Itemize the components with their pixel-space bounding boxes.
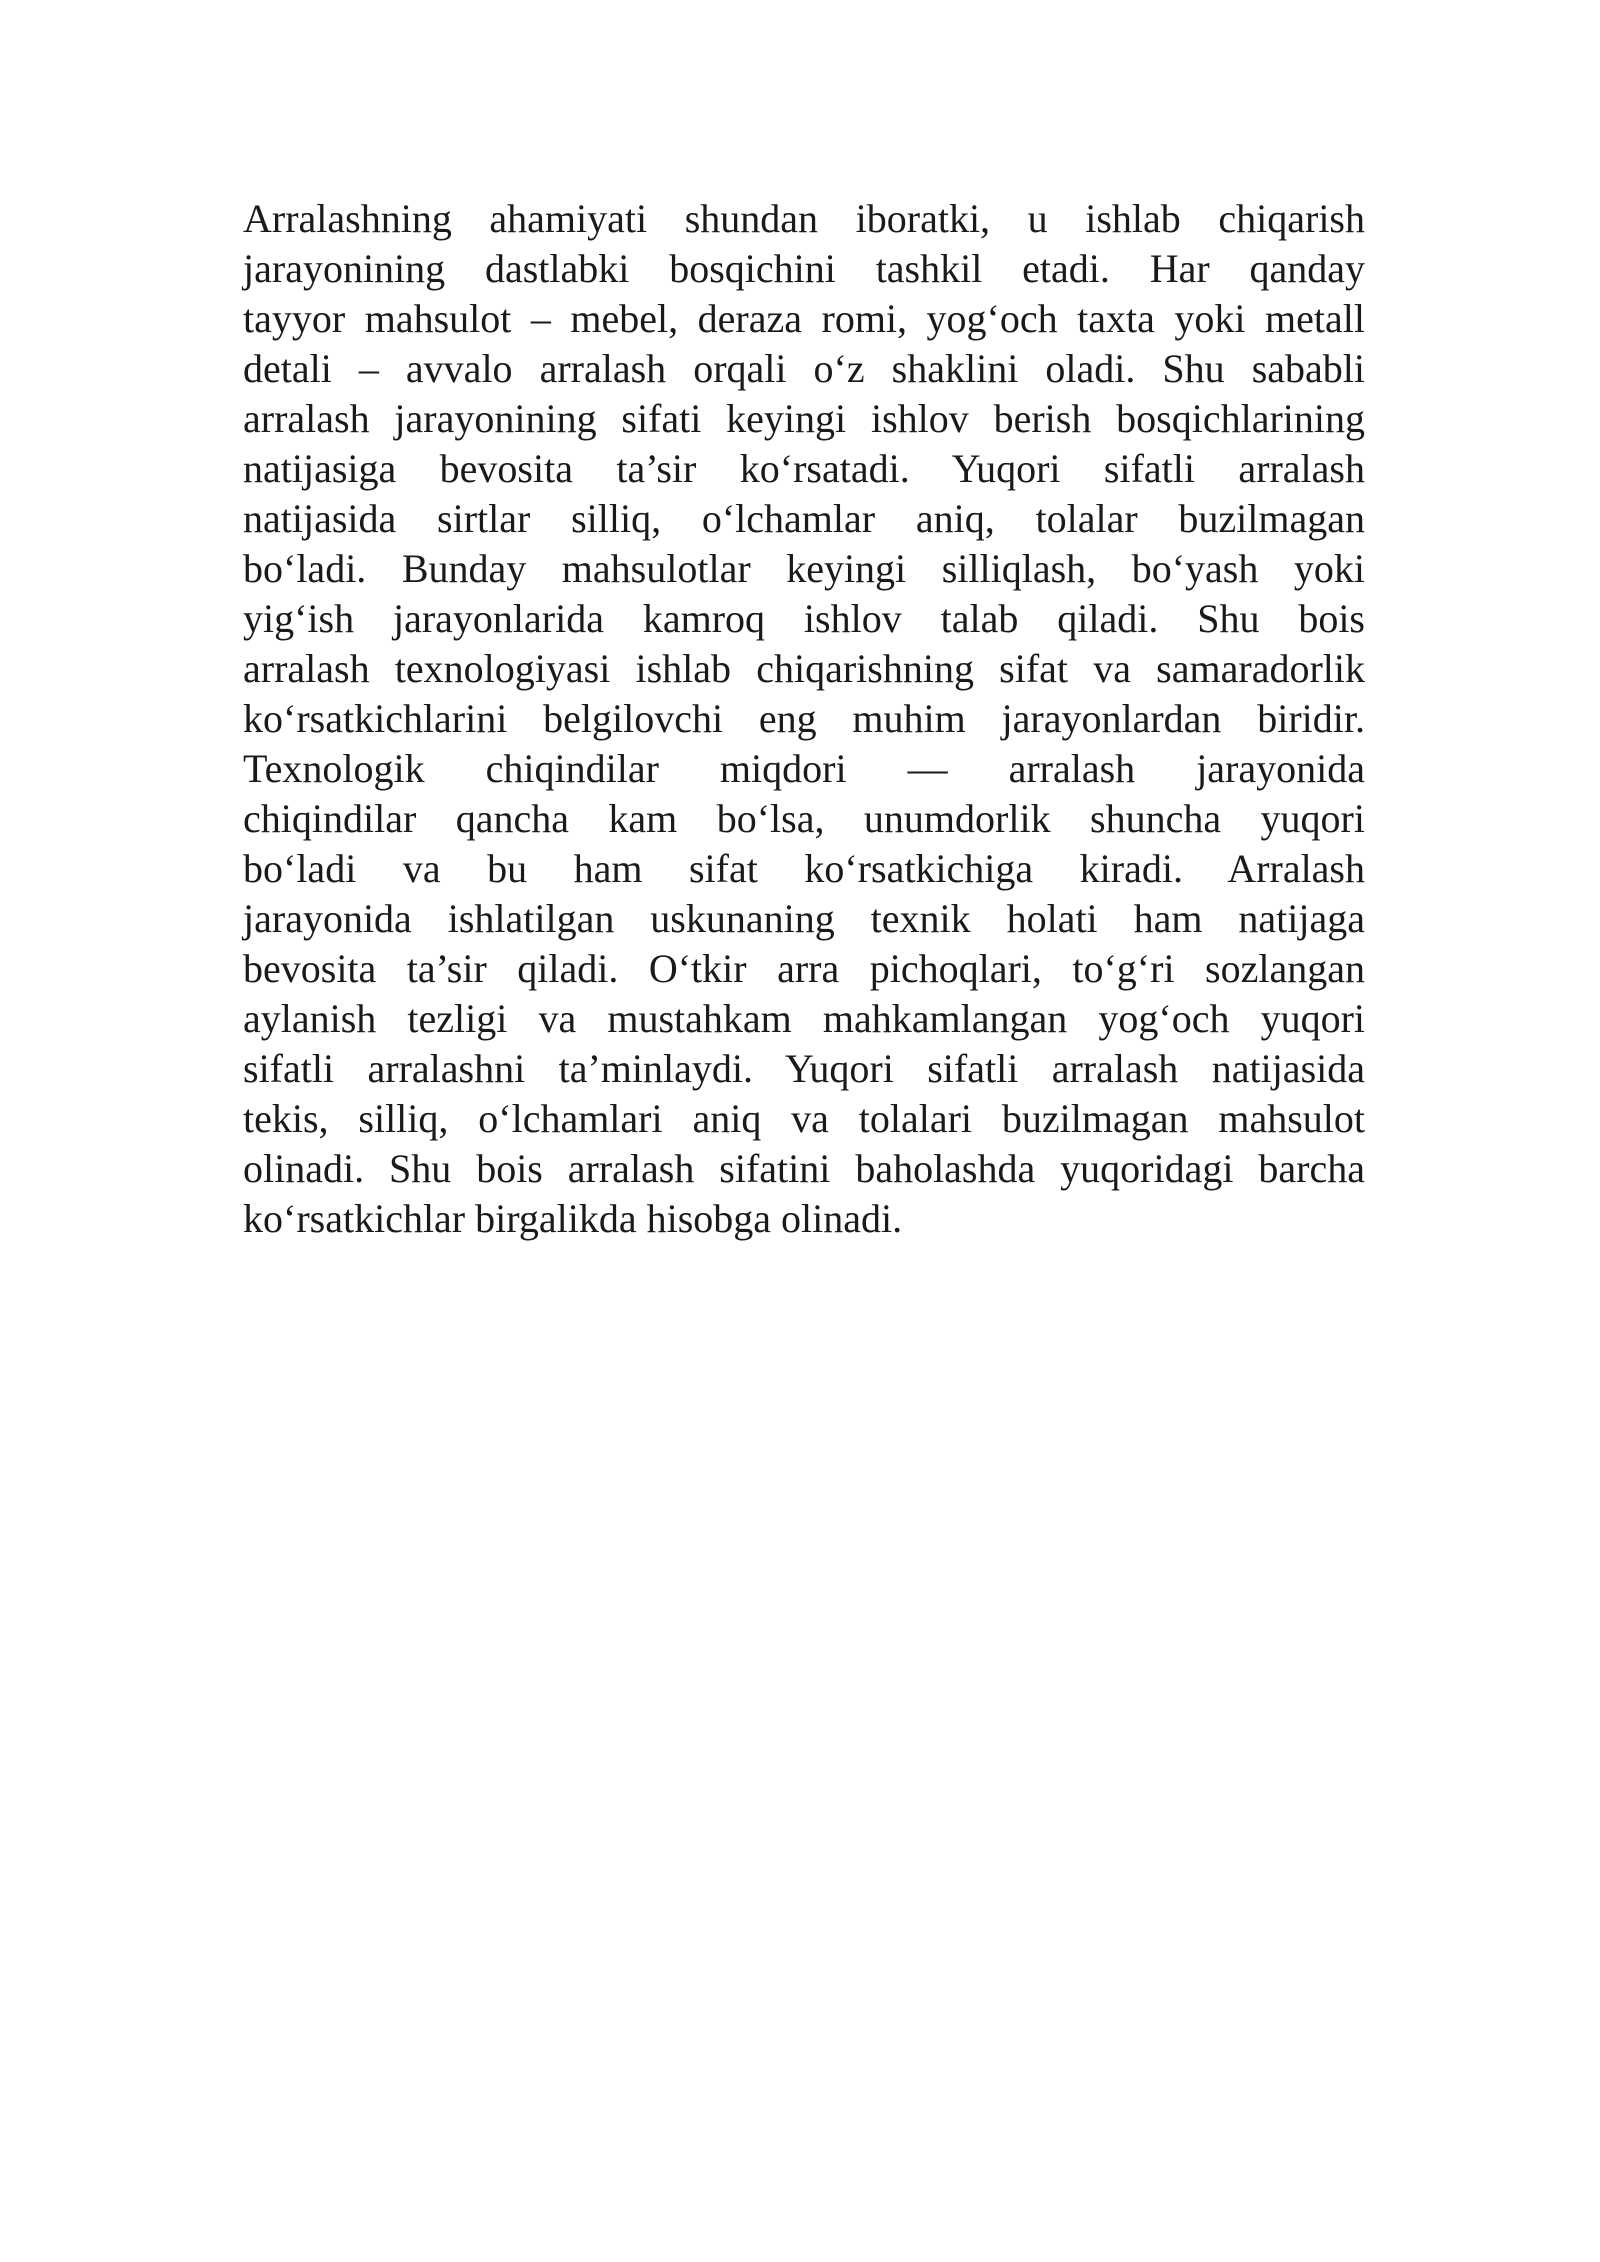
paragraph-line: aylanish tezligi va mustahkam mahkamlangan yog‘och yuqori bbox=[243, 996, 1365, 1041]
paragraph-line: jarayonining dastlabki bosqichini tashkil etadi. Har qanday bbox=[243, 246, 1365, 291]
paragraph-line: sifatli arralashni ta’minlaydi. Yuqori sifatli arralash natijasida bbox=[243, 1046, 1365, 1091]
paragraph-line: natijasida sirtlar silliq, o‘lchamlar aniq, tolalar buzilmagan bbox=[243, 496, 1365, 541]
paragraph-line: ko‘rsatkichlarini belgilovchi eng muhim jarayonlardan biridir. bbox=[243, 696, 1365, 741]
paragraph-line: arralash jarayonining sifati keyingi ishlov berish bosqichlarining bbox=[243, 396, 1365, 441]
paragraph-line: bo‘ladi va bu ham sifat ko‘rsatkichiga kiradi. Arralash bbox=[243, 846, 1365, 891]
paragraph-line: Arralashning ahamiyati shundan iboratki, u ishlab chiqarish bbox=[243, 196, 1365, 241]
paragraph-line: tayyor mahsulot – mebel, deraza romi, yog‘och taxta yoki metall bbox=[243, 296, 1365, 341]
body-paragraph bbox=[243, 194, 1365, 1244]
paragraph-line: detali – avvalo arralash orqali o‘z shaklini oladi. Shu sababli bbox=[243, 346, 1365, 391]
paragraph-line: natijasiga bevosita ta’sir ko‘rsatadi. Yuqori sifatli arralash bbox=[243, 446, 1365, 491]
paragraph-line: bo‘ladi. Bunday mahsulotlar keyingi silliqlash, bo‘yash yoki bbox=[243, 546, 1365, 591]
paragraph-line: arralash texnologiyasi ishlab chiqarishning sifat va samaradorlik bbox=[243, 646, 1365, 691]
paragraph-line: tekis, silliq, o‘lchamlari aniq va tolalari buzilmagan mahsulot bbox=[243, 1096, 1365, 1141]
paragraph-line: ko‘rsatkichlar birgalikda hisobga olinadi. bbox=[243, 1196, 903, 1241]
paragraph-line: chiqindilar qancha kam bo‘lsa, unumdorlik shuncha yuqori bbox=[243, 796, 1365, 841]
paragraph-line: yig‘ish jarayonlarida kamroq ishlov talab qiladi. Shu bois bbox=[243, 596, 1365, 641]
paragraph-line: jarayonida ishlatilgan uskunaning texnik holati ham natijaga bbox=[243, 896, 1365, 941]
paragraph-line: olinadi. Shu bois arralash sifatini baholashda yuqoridagi barcha bbox=[243, 1146, 1365, 1191]
paragraph-line: bevosita ta’sir qiladi. O‘tkir arra pichoqlari, to‘g‘ri sozlangan bbox=[243, 946, 1365, 991]
paragraph-line: Texnologik chiqindilar miqdori — arralash jarayonida bbox=[243, 746, 1365, 791]
